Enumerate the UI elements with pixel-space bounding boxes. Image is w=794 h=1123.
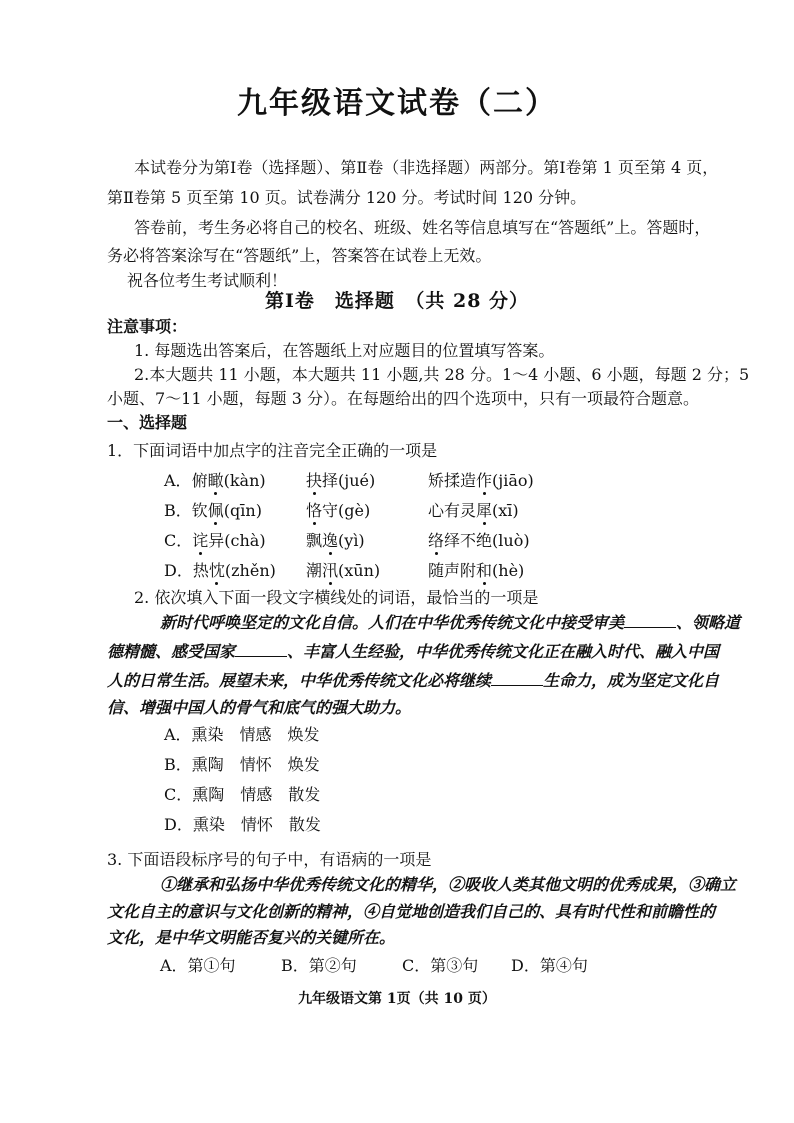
q3-passage-line-3: 文化，是中华文明能否复兴的关键所在。 (107, 928, 396, 947)
notice-label: 注意事项： (107, 317, 188, 336)
q3-option-c[interactable]: C．第③句 (402, 956, 479, 975)
q1-option-d-word2: 潮汛(xūn) (306, 561, 381, 580)
q2-option-c[interactable]: C．熏陶 情感 散发 (164, 785, 321, 804)
q2-passage-line-4: 信、增强中国人的骨气和底气的强大助力。 (107, 698, 412, 717)
q2-passage-line-1: 新时代呼唤坚定的文化自信。人们在中华优秀传统文化中接受审美 、领略道 (160, 613, 741, 632)
q1-option-b-word2: 恪守(gè) (306, 501, 371, 520)
q2-passage-line-2: 德精髓、感受国家 、丰富人生经验，中华优秀传统文化正在融入时代、融入中国 (107, 642, 720, 661)
q2-option-d[interactable]: D．熏染 情怀 散发 (164, 815, 321, 834)
q3-passage-line-1: ①继承和弘扬中华优秀传统文化的精华，②吸收人类其他文明的优秀成果，③确立 (160, 875, 737, 894)
intro-line-1a: 本试卷分为第Ⅰ卷（选择题）、第Ⅱ卷（非选择题）两部分。第Ⅰ卷第 1 页至第 4 页， (134, 158, 719, 177)
q2-blank-3 (491, 671, 543, 686)
page-footer: 九年级语文第 1页（共 10 页） (298, 991, 496, 1007)
q1-option-a[interactable]: A．俯瞰(kàn) (164, 471, 266, 490)
notice-1: 1. 每题选出答案后，在答题纸上对应题目的位置填写答案。 (134, 341, 555, 360)
q3-option-b[interactable]: B．第②句 (281, 956, 357, 975)
q2-blank-2 (235, 642, 287, 657)
q1-option-b[interactable]: B．钦佩(qīn) (164, 501, 262, 520)
q2-option-b[interactable]: B．熏陶 情怀 焕发 (164, 755, 320, 774)
q3-option-d[interactable]: D．第④句 (511, 956, 588, 975)
q1-option-b-word3: 心有灵犀(xī) (428, 501, 519, 520)
section-title: 第Ⅰ卷 选择题 （共 28 分） (264, 290, 530, 312)
q1-option-d-word3: 随声附和(hè) (428, 561, 525, 580)
q2-option-a[interactable]: A．熏染 情感 焕发 (164, 725, 320, 744)
q1-option-c[interactable]: C．诧异(chà) (164, 531, 266, 550)
q1-option-c-word2: 飘逸(yì) (306, 531, 365, 550)
q1-option-a-word2: 抉择(jué) (306, 471, 376, 490)
page-title: 九年级语文试卷（二） (237, 86, 557, 121)
intro-line-2b: 务必将答案涂写在“答题纸”上，答案答在试卷上无效。 (107, 246, 492, 265)
q3-stem: 3. 下面语段标序号的句子中，有语病的一项是 (107, 850, 432, 869)
q3-option-a[interactable]: A．第①句 (160, 956, 236, 975)
intro-line-2a: 答卷前，考生务必将自己的校名、班级、姓名等信息填写在“答题纸”上。答题时， (134, 218, 711, 237)
q1-option-d[interactable]: D．热忱(zhěn) (164, 561, 276, 580)
q3-passage-line-2: 文化自主的意识与文化创新的精神，④自觉地创造我们自己的、具有时代性和前瞻性的 (107, 902, 716, 921)
intro-line-3: 祝各位考生考试顺利！ (127, 271, 288, 290)
notice-2b: 小题、7～11 小题，每题 3 分）。在每题给出的四个选项中，只有一项最符合题意。 (107, 389, 699, 408)
q1-option-a-word3: 矫揉造作(jiāo) (428, 471, 534, 490)
notice-2a: 2.本大题共 11 小题，本大题共 11 小题,共 28 分。1～4 小题、6 小题，每题 2 分；5 (134, 365, 750, 384)
q2-blank-1 (624, 613, 676, 628)
q1-stem: 1．下面词语中加点字的注音完全正确的一项是 (107, 441, 438, 460)
q2-stem: 2. 依次填入下面一段文字横线处的词语，最恰当的一项是 (134, 588, 539, 607)
intro-line-1b: 第Ⅱ卷第 5 页至第 10 页。试卷满分 120 分。考试时间 120 分钟。 (107, 188, 587, 207)
q2-passage-line-3: 人的日常生活。展望未来，中华优秀传统文化必将继续 生命力，成为坚定文化自 (107, 671, 720, 690)
part-label: 一、选择题 (107, 413, 188, 432)
q1-option-c-word3: 络绎不绝(luò) (428, 531, 530, 550)
